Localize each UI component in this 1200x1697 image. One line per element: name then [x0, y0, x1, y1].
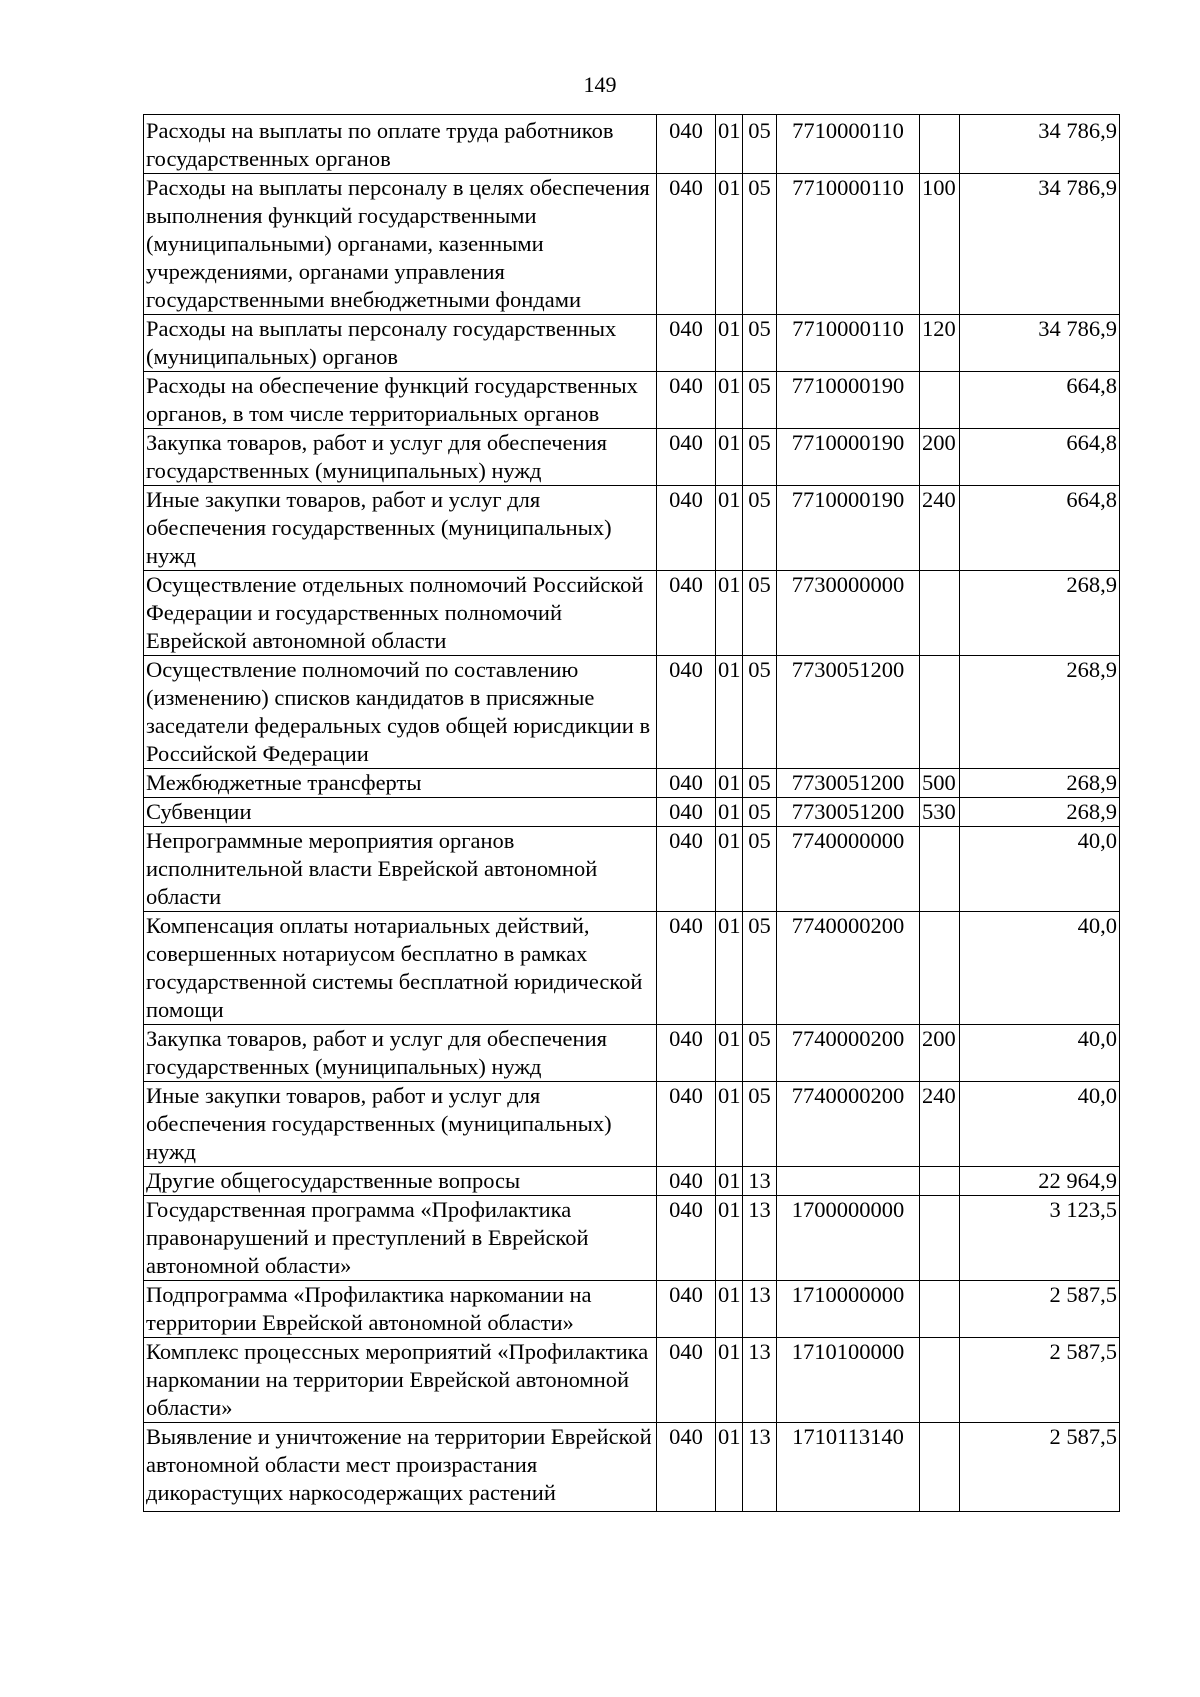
row-gr-cell: 040	[657, 429, 716, 486]
row-gr-cell: 040	[657, 372, 716, 429]
row-gr-cell: 040	[657, 1196, 716, 1281]
row-pr-cell: 05	[743, 769, 777, 798]
row-csr-cell: 7730051200	[777, 769, 920, 798]
row-vr-cell: 120	[920, 315, 960, 372]
table-row	[144, 1196, 1120, 1281]
table-row	[144, 174, 1120, 315]
row-rz-cell: 01	[716, 1167, 743, 1196]
row-rz-cell: 01	[716, 827, 743, 912]
row-name-cell: Выявление и уничтожение на территории Еврейской автономной области мест произрастания дикорастущих наркосодержащих растений	[144, 1423, 657, 1512]
row-pr-cell: 05	[743, 115, 777, 174]
row-csr-cell: 7710000190	[777, 486, 920, 571]
row-pr-cell: 05	[743, 372, 777, 429]
row-name-cell: Межбюджетные трансферты	[144, 769, 657, 798]
row-sum-cell: 664,8	[960, 429, 1120, 486]
row-gr-cell: 040	[657, 1167, 716, 1196]
row-gr-cell: 040	[657, 1423, 716, 1512]
row-pr-cell: 05	[743, 315, 777, 372]
table-row	[144, 1025, 1120, 1082]
row-gr-cell: 040	[657, 115, 716, 174]
row-gr-cell: 040	[657, 486, 716, 571]
row-vr-cell	[920, 1167, 960, 1196]
row-vr-cell	[920, 656, 960, 769]
row-gr-cell: 040	[657, 315, 716, 372]
row-gr-cell: 040	[657, 1025, 716, 1082]
row-csr-cell: 1710100000	[777, 1338, 920, 1423]
row-name-cell: Иные закупки товаров, работ и услуг для обеспечения государственных (муниципальных) нужд	[144, 486, 657, 571]
row-vr-cell	[920, 827, 960, 912]
row-pr-cell: 13	[743, 1167, 777, 1196]
row-rz-cell: 01	[716, 315, 743, 372]
row-name-cell: Закупка товаров, работ и услуг для обеспечения государственных (муниципальных) нужд	[144, 429, 657, 486]
table-row	[144, 1167, 1120, 1196]
row-vr-cell	[920, 1423, 960, 1512]
row-sum-cell: 2 587,5	[960, 1338, 1120, 1423]
row-rz-cell: 01	[716, 912, 743, 1025]
row-sum-cell: 2 587,5	[960, 1281, 1120, 1338]
row-pr-cell: 05	[743, 174, 777, 315]
row-rz-cell: 01	[716, 372, 743, 429]
table-row	[144, 769, 1120, 798]
row-rz-cell: 01	[716, 571, 743, 656]
row-vr-cell	[920, 1196, 960, 1281]
row-csr-cell: 7740000200	[777, 912, 920, 1025]
row-rz-cell: 01	[716, 1338, 743, 1423]
row-csr-cell: 7740000200	[777, 1082, 920, 1167]
row-rz-cell: 01	[716, 486, 743, 571]
row-gr-cell: 040	[657, 769, 716, 798]
row-rz-cell: 01	[716, 1423, 743, 1512]
row-pr-cell: 05	[743, 656, 777, 769]
row-gr-cell: 040	[657, 174, 716, 315]
row-gr-cell: 040	[657, 1281, 716, 1338]
row-sum-cell: 34 786,9	[960, 115, 1120, 174]
row-gr-cell: 040	[657, 798, 716, 827]
page-number: 149	[583, 72, 617, 97]
budget-table	[143, 114, 1120, 1512]
row-csr-cell	[777, 1167, 920, 1196]
row-pr-cell: 05	[743, 429, 777, 486]
row-sum-cell: 3 123,5	[960, 1196, 1120, 1281]
row-sum-cell: 2 587,5	[960, 1423, 1120, 1512]
row-gr-cell: 040	[657, 912, 716, 1025]
row-gr-cell: 040	[657, 1338, 716, 1423]
row-sum-cell: 664,8	[960, 372, 1120, 429]
row-sum-cell: 40,0	[960, 1082, 1120, 1167]
row-name-cell: Расходы на выплаты персоналу государственных (муниципальных) органов	[144, 315, 657, 372]
row-vr-cell: 530	[920, 798, 960, 827]
row-sum-cell: 40,0	[960, 912, 1120, 1025]
row-gr-cell: 040	[657, 656, 716, 769]
table-row	[144, 571, 1120, 656]
row-name-cell: Другие общегосударственные вопросы	[144, 1167, 657, 1196]
row-name-cell: Осуществление полномочий по составлению (изменению) списков кандидатов в присяжные заседатели федеральных судов общей юрисдикции в Российской Федерации	[144, 656, 657, 769]
row-pr-cell: 13	[743, 1281, 777, 1338]
table-row	[144, 1281, 1120, 1338]
table-row	[144, 827, 1120, 912]
row-vr-cell	[920, 571, 960, 656]
table-row	[144, 656, 1120, 769]
row-vr-cell	[920, 912, 960, 1025]
row-pr-cell: 13	[743, 1196, 777, 1281]
row-sum-cell: 268,9	[960, 769, 1120, 798]
row-csr-cell: 7710000190	[777, 372, 920, 429]
row-pr-cell: 05	[743, 827, 777, 912]
row-name-cell: Комплекс процессных мероприятий «Профилактика наркомании на территории Еврейской автономной области»	[144, 1338, 657, 1423]
row-csr-cell: 7710000110	[777, 174, 920, 315]
table-row	[144, 1423, 1120, 1512]
row-rz-cell: 01	[716, 1025, 743, 1082]
row-name-cell: Иные закупки товаров, работ и услуг для обеспечения государственных (муниципальных) нужд	[144, 1082, 657, 1167]
row-csr-cell: 7710000190	[777, 429, 920, 486]
row-csr-cell: 1710000000	[777, 1281, 920, 1338]
row-csr-cell: 7710000110	[777, 115, 920, 174]
row-vr-cell	[920, 372, 960, 429]
row-vr-cell: 500	[920, 769, 960, 798]
row-rz-cell: 01	[716, 656, 743, 769]
table-row	[144, 1338, 1120, 1423]
row-pr-cell: 05	[743, 571, 777, 656]
row-csr-cell: 7730051200	[777, 798, 920, 827]
row-vr-cell: 240	[920, 486, 960, 571]
row-gr-cell: 040	[657, 1082, 716, 1167]
row-pr-cell: 13	[743, 1338, 777, 1423]
row-rz-cell: 01	[716, 1196, 743, 1281]
row-rz-cell: 01	[716, 174, 743, 315]
row-name-cell: Расходы на выплаты по оплате труда работников государственных органов	[144, 115, 657, 174]
row-name-cell: Расходы на выплаты персоналу в целях обеспечения выполнения функций государственными (муниципальными) органами, казенными учреждениями, органами управления государственными внебюджетными фондами	[144, 174, 657, 315]
row-pr-cell: 05	[743, 1025, 777, 1082]
table-row	[144, 315, 1120, 372]
row-name-cell: Подпрограмма «Профилактика наркомании на территории Еврейской автономной области»	[144, 1281, 657, 1338]
row-rz-cell: 01	[716, 769, 743, 798]
row-csr-cell: 1700000000	[777, 1196, 920, 1281]
table-body	[144, 115, 1120, 1512]
row-name-cell: Закупка товаров, работ и услуг для обеспечения государственных (муниципальных) нужд	[144, 1025, 657, 1082]
row-vr-cell: 240	[920, 1082, 960, 1167]
row-pr-cell: 05	[743, 486, 777, 571]
row-rz-cell: 01	[716, 798, 743, 827]
row-vr-cell	[920, 115, 960, 174]
row-csr-cell: 7740000000	[777, 827, 920, 912]
row-name-cell: Расходы на обеспечение функций государственных органов, в том числе территориальных органов	[144, 372, 657, 429]
row-rz-cell: 01	[716, 429, 743, 486]
row-sum-cell: 22 964,9	[960, 1167, 1120, 1196]
row-csr-cell: 7710000110	[777, 315, 920, 372]
row-sum-cell: 40,0	[960, 827, 1120, 912]
row-name-cell: Компенсация оплаты нотариальных действий, совершенных нотариусом бесплатно в рамках государственной системы бесплатной юридической помощи	[144, 912, 657, 1025]
row-name-cell: Непрограммные мероприятия органов исполнительной власти Еврейской автономной области	[144, 827, 657, 912]
table-row	[144, 912, 1120, 1025]
row-pr-cell: 13	[743, 1423, 777, 1512]
table-row	[144, 372, 1120, 429]
table-row	[144, 486, 1120, 571]
row-rz-cell: 01	[716, 115, 743, 174]
table-row	[144, 1082, 1120, 1167]
row-sum-cell: 268,9	[960, 656, 1120, 769]
row-vr-cell	[920, 1281, 960, 1338]
row-pr-cell: 05	[743, 1082, 777, 1167]
row-csr-cell: 1710113140	[777, 1423, 920, 1512]
row-csr-cell: 7730051200	[777, 656, 920, 769]
row-name-cell: Осуществление отдельных полномочий Российской Федерации и государственных полномочий Еврейской автономной области	[144, 571, 657, 656]
row-name-cell: Государственная программа «Профилактика правонарушений и преступлений в Еврейской автономной области»	[144, 1196, 657, 1281]
row-pr-cell: 05	[743, 912, 777, 1025]
row-sum-cell: 664,8	[960, 486, 1120, 571]
row-sum-cell: 34 786,9	[960, 174, 1120, 315]
row-vr-cell: 200	[920, 1025, 960, 1082]
row-sum-cell: 34 786,9	[960, 315, 1120, 372]
row-sum-cell: 40,0	[960, 1025, 1120, 1082]
row-gr-cell: 040	[657, 827, 716, 912]
row-csr-cell: 7740000200	[777, 1025, 920, 1082]
table-row	[144, 798, 1120, 827]
table-row	[144, 429, 1120, 486]
row-vr-cell	[920, 1338, 960, 1423]
row-vr-cell: 100	[920, 174, 960, 315]
table-row	[144, 115, 1120, 174]
row-sum-cell: 268,9	[960, 571, 1120, 656]
row-rz-cell: 01	[716, 1082, 743, 1167]
row-vr-cell: 200	[920, 429, 960, 486]
row-rz-cell: 01	[716, 1281, 743, 1338]
row-sum-cell: 268,9	[960, 798, 1120, 827]
row-pr-cell: 05	[743, 798, 777, 827]
row-csr-cell: 7730000000	[777, 571, 920, 656]
row-gr-cell: 040	[657, 571, 716, 656]
row-name-cell: Субвенции	[144, 798, 657, 827]
